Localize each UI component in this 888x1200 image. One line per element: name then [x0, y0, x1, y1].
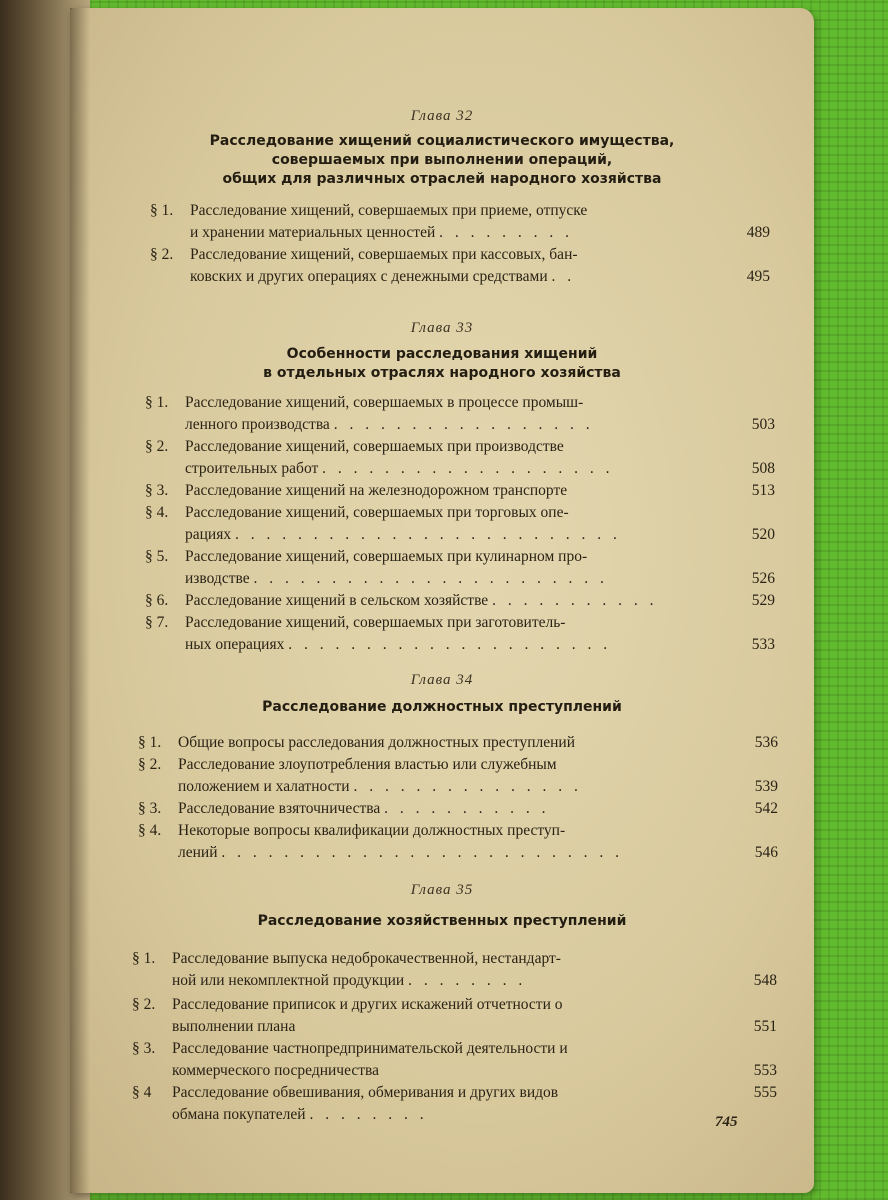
leader-dots: . . . . . . . . [309, 1106, 428, 1123]
page-number: 548 [753, 972, 777, 989]
chapter-label: Глава 33 [410, 320, 474, 336]
entry-text-line: Расследование хищений, совершаемых при производстве [185, 438, 564, 455]
page-number: 513 [751, 482, 775, 499]
entry-text-line: обмана покупателей [172, 1106, 306, 1123]
folio-page-number: 745 [715, 1114, 738, 1130]
entry-text-line: изводстве [185, 570, 250, 587]
entry-text-line: строительных работ [185, 460, 319, 477]
entry-text-line: Расследование выпуска недоброкачественной, нестандарт- [172, 950, 561, 967]
entry-text-line: Расследование хищений, совершаемых в процессе промыш- [185, 394, 584, 411]
entry-text-line: Расследование хищений, совершаемых при кулинарном про- [185, 548, 588, 565]
page-number: 495 [746, 268, 770, 285]
section-number: § 2. [150, 246, 174, 263]
toc-entry [150, 200, 770, 244]
toc-entry [145, 612, 775, 656]
entry-text-line: Расследование обвешивания, обмеривания и других видов [172, 1084, 559, 1101]
toc-entry [145, 546, 775, 590]
entry-text-line: ной или некомплектной продукции [172, 972, 405, 989]
toc-entry [138, 732, 778, 754]
section-number: § 4. [145, 504, 169, 521]
chapter-title [70, 132, 814, 189]
leader-dots: . . . . . . . . . . . . . . . . . . . . . . . . . . [221, 844, 623, 861]
leader-dots: . . [551, 268, 576, 285]
entry-text-line: Расследование приписок и других искажений отчетности о [172, 996, 563, 1013]
chapter-title-line: в отдельных отраслях народного хозяйства [263, 365, 621, 381]
chapter-title-line: совершаемых при выполнении операций, [271, 152, 613, 168]
toc-entry [138, 754, 778, 798]
leader-dots: . . . . . . . . . . . . . . . . . . . . . . . . . [234, 526, 621, 543]
toc-entry [145, 436, 775, 480]
entry-text-line: Расследование взяточничества [178, 800, 381, 817]
chapter-title-line: Расследование хозяйственных преступлений [257, 913, 627, 929]
entry-text-line: Расследование хищений, совершаемых при кассовых, бан- [190, 246, 578, 263]
chapter-title-line: Расследование хищений социалистического имущества, [209, 133, 675, 149]
section-number: § 1. [138, 734, 162, 751]
chapter-title-line: общих для различных отраслей народного хозяйства [222, 171, 662, 187]
section-number: § 4 [132, 1084, 152, 1101]
leader-dots: . . . . . . . . . . . . . . . [353, 778, 582, 795]
toc-entry [145, 590, 775, 612]
chapter-label: Глава 32 [410, 108, 474, 124]
entry-text-line: Расследование частнопредпринимательской деятельности и [172, 1040, 568, 1057]
toc-entry [145, 502, 775, 546]
chapter-title [70, 698, 814, 717]
leader-dots: . . . . . . . . [408, 972, 527, 989]
section-number: § 3. [132, 1040, 156, 1057]
leader-dots: . . . . . . . . . . . [384, 800, 550, 817]
entry-text-line: Некоторые вопросы квалификации должностных преступ- [178, 822, 566, 839]
entry-text-line: Расследование хищений на железнодорожном транспорте [185, 482, 568, 499]
entry-text-line: лений [178, 844, 218, 861]
section-number: § 3. [145, 482, 169, 499]
page-number: 526 [751, 570, 775, 587]
chapter-title [70, 912, 814, 931]
entry-text-line: Расследование хищений, совершаемых при заготовитель- [185, 614, 566, 631]
leader-dots: . . . . . . . . . [439, 224, 573, 241]
section-number: § 1. [132, 950, 156, 967]
leader-dots: . . . . . . . . . . . . . . . . . . . . . . . [253, 570, 608, 587]
section-number: § 3. [138, 800, 162, 817]
book-page [70, 8, 814, 1193]
section-number: § 1. [150, 202, 174, 219]
page-number: 503 [751, 416, 775, 433]
section-number: § 6. [145, 592, 169, 609]
toc-entry [132, 994, 777, 1038]
page-number: 508 [751, 460, 775, 477]
section-number: § 2. [132, 996, 156, 1013]
page-number: 533 [751, 636, 775, 653]
toc-entry [138, 798, 778, 820]
chapter-title-line: Особенности расследования хищений [286, 346, 598, 362]
section-number: § 7. [145, 614, 169, 631]
chapter-label: Глава 34 [410, 672, 474, 688]
page-number: 529 [751, 592, 775, 609]
entry-text-line: положением и халатности [178, 778, 350, 795]
toc-entry [138, 820, 778, 864]
entry-text-line: ленного производства [185, 416, 330, 433]
toc-entry [145, 392, 775, 436]
toc-entry [132, 948, 777, 992]
entry-text-line: ковских и других операциях с денежными средствами [190, 268, 548, 285]
page-number: 489 [746, 224, 770, 241]
page-number: 536 [754, 734, 778, 751]
chapter-label: Глава 35 [410, 882, 474, 898]
page-number: 539 [754, 778, 778, 795]
chapter-title [70, 345, 814, 383]
leader-dots: . . . . . . . . . . . . . . . . . . . . . [288, 636, 612, 653]
leader-dots: . . . . . . . . . . . [492, 592, 658, 609]
toc-entry [132, 1082, 777, 1126]
page-number: 546 [754, 844, 778, 861]
toc-entry [150, 244, 770, 288]
chapter-title-line: Расследование должностных преступлений [262, 699, 622, 715]
page-number: 551 [753, 1018, 777, 1035]
page-number: 520 [751, 526, 775, 543]
entry-text-line: коммерческого посредничества [172, 1062, 380, 1079]
toc-entry [145, 480, 775, 502]
entry-text-line: Расследование хищений в сельском хозяйстве [185, 592, 489, 609]
section-number: § 5. [145, 548, 169, 565]
entry-text-line: Общие вопросы расследования должностных преступлений [178, 734, 575, 751]
toc-entry [132, 1038, 777, 1082]
section-number: § 4. [138, 822, 162, 839]
page-number: 555 [753, 1084, 777, 1101]
page-number: 553 [753, 1062, 777, 1079]
entry-text-line: Расследование хищений, совершаемых при торговых опе- [185, 504, 569, 521]
section-number: § 2. [138, 756, 162, 773]
entry-text-line: выполнении плана [172, 1018, 296, 1035]
leader-dots: . . . . . . . . . . . . . . . . . . . [322, 460, 614, 477]
entry-text-line: ных операциях [185, 636, 285, 653]
leader-dots: . . . . . . . . . . . . . . . . . [333, 416, 594, 433]
entry-text-line: Расследование хищений, совершаемых при приеме, отпуске [190, 202, 588, 219]
section-number: § 1. [145, 394, 169, 411]
page-number: 542 [754, 800, 778, 817]
entry-text-line: рациях [185, 526, 232, 543]
section-number: § 2. [145, 438, 169, 455]
entry-text-line: и хранении материальных ценностей [190, 224, 436, 241]
entry-text-line: Расследование злоупотребления властью или служебным [178, 756, 557, 773]
